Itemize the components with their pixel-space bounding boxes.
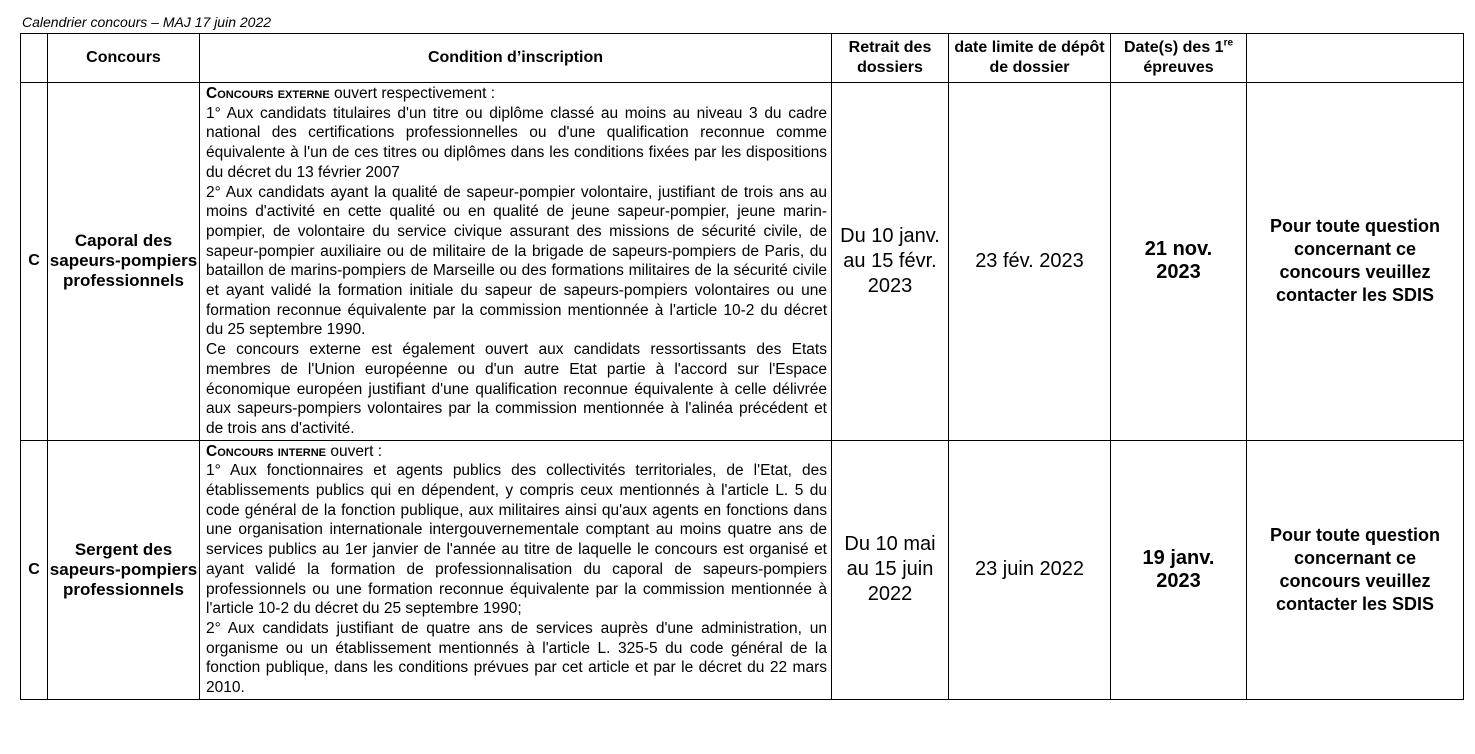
row-contact-text: Pour toute question concernant ce concours veuillez contacter les SDIS: [1270, 524, 1440, 614]
condition-intro: [206, 442, 827, 462]
condition-lead-rest: ouvert :: [326, 442, 383, 460]
row-retrait: Du 10 janv. au 15 févr. 2023: [832, 83, 949, 441]
row-contact: [1247, 440, 1464, 699]
row-dates-text: 21 nov. 2023: [1144, 238, 1213, 284]
condition-intro: [206, 84, 827, 104]
table-row: [21, 440, 1464, 699]
condition-paragraph: 2° Aux candidats justifiant de quatre ans de services auprès d'une administration, un organisme ou un établissement mentionnés à l'article L. 325-5 du code général de la fonction publique, dans les conditions prévues par cet article et par le décret du 22 mars 2010.: [206, 619, 827, 697]
header-category: [21, 34, 48, 83]
row-concours: Caporal des sapeurs-pompiers professionnels: [48, 83, 200, 441]
header-concours: Concours: [48, 34, 200, 83]
header-retrait: Retrait des dossiers: [832, 34, 949, 83]
table-row: [21, 83, 1464, 441]
condition-paragraph: 1° Aux candidats titulaires d'un titre ou diplôme classé au moins au niveau 3 du cadre national des certifications professionnelles ou d'une qualification reconnue comme équivalente à l'un de ces titres ou diplômes dans les conditions fixées par les dispositions du décret du 13 février 2007: [206, 104, 827, 181]
document-caption: Calendrier concours – MAJ 17 juin 2022: [22, 14, 272, 30]
condition-paragraph: 2° Aux candidats ayant la qualité de sapeur-pompier volontaire, justifiant de trois ans au moins d'activité en cette qualité ou en qualité de jeune sapeur-pompier, jeune marin-pompier, de volontaire du service civique assurant des missions de sécurité civile, de sapeur-pompier auxiliaire ou de militaire de la brigade de sapeurs-pompiers de Paris, du bataillon de marins-pompiers de Marseille ou des formations militaires de la sécurité civile et ayant validé la formation initiale du sapeur de sapeurs-pompiers volontaires ou une formation reconnue équivalente par la commission mentionnée à l'article 10-2 du décret du 25 septembre 1990.: [206, 183, 827, 339]
condition-paragraph: Ce concours externe est également ouvert aux candidats ressortissants des Etats membres de l'Union européenne ou d'un autre Etat partie à l'accord sur l'Espace économique européen justifiant d'une qualification reconnue équivalente à celle délivrée aux sapeurs-pompiers volontaires par la commission mentionnée à l'alinéa précédent et de trois ans d'activité.: [206, 341, 827, 437]
row-dates: [1111, 83, 1247, 441]
row-contact-text: Pour toute question concernant ce concours veuillez contacter les SDIS: [1270, 216, 1440, 306]
condition-lead: Concours externe: [206, 85, 330, 102]
row-depot: 23 fév. 2023: [949, 83, 1111, 441]
row-category: C: [21, 83, 48, 441]
header-contact: [1247, 34, 1464, 83]
table-header-row: [21, 34, 1464, 83]
header-dates-suffix: épreuves: [1143, 59, 1214, 76]
row-concours: Sergent des sapeurs-pompiers professionnels: [48, 440, 200, 699]
row-category: C: [21, 440, 48, 699]
header-depot: date limite de dépôt de dossier: [949, 34, 1111, 83]
row-retrait: Du 10 mai au 15 juin 2022: [832, 440, 949, 699]
row-dates-text: 19 janv. 2023: [1142, 546, 1215, 592]
row-condition: [200, 440, 832, 699]
header-dates: [1111, 34, 1247, 83]
condition-lead-rest: ouvert respectivement :: [329, 85, 496, 102]
row-depot: 23 juin 2022: [949, 440, 1111, 699]
header-dates-prefix: Date(s) des 1: [1123, 39, 1224, 56]
header-condition: Condition d’inscription: [200, 34, 832, 83]
row-condition: [200, 83, 832, 441]
concours-calendar-table: [20, 33, 1464, 700]
row-contact: [1247, 83, 1464, 441]
header-dates-sup: re: [1223, 37, 1234, 49]
condition-lead: Concours interne: [206, 442, 327, 460]
condition-paragraph: 1° Aux fonctionnaires et agents publics des collectivités territoriales, de l'Etat, des établissements publics qui en dépendent, y compris ceux mentionnés à l'article L. 5 du code général de la fonction publique, aux militaires ainsi qu'aux agents en fonctions dans une organisation internationale intergouvernementale comptant au moins quatre ans de services publics au 1er janvier de l'année au titre de laquelle le concours est organisé et ayant validé la formation de professionnalisation du caporal de sapeurs-pompiers professionnels ou une formation reconnue équivalente par la commission mentionnée à l'article 10-2 du décret du 25 septembre 1990;: [206, 462, 827, 618]
row-dates: [1111, 440, 1247, 699]
